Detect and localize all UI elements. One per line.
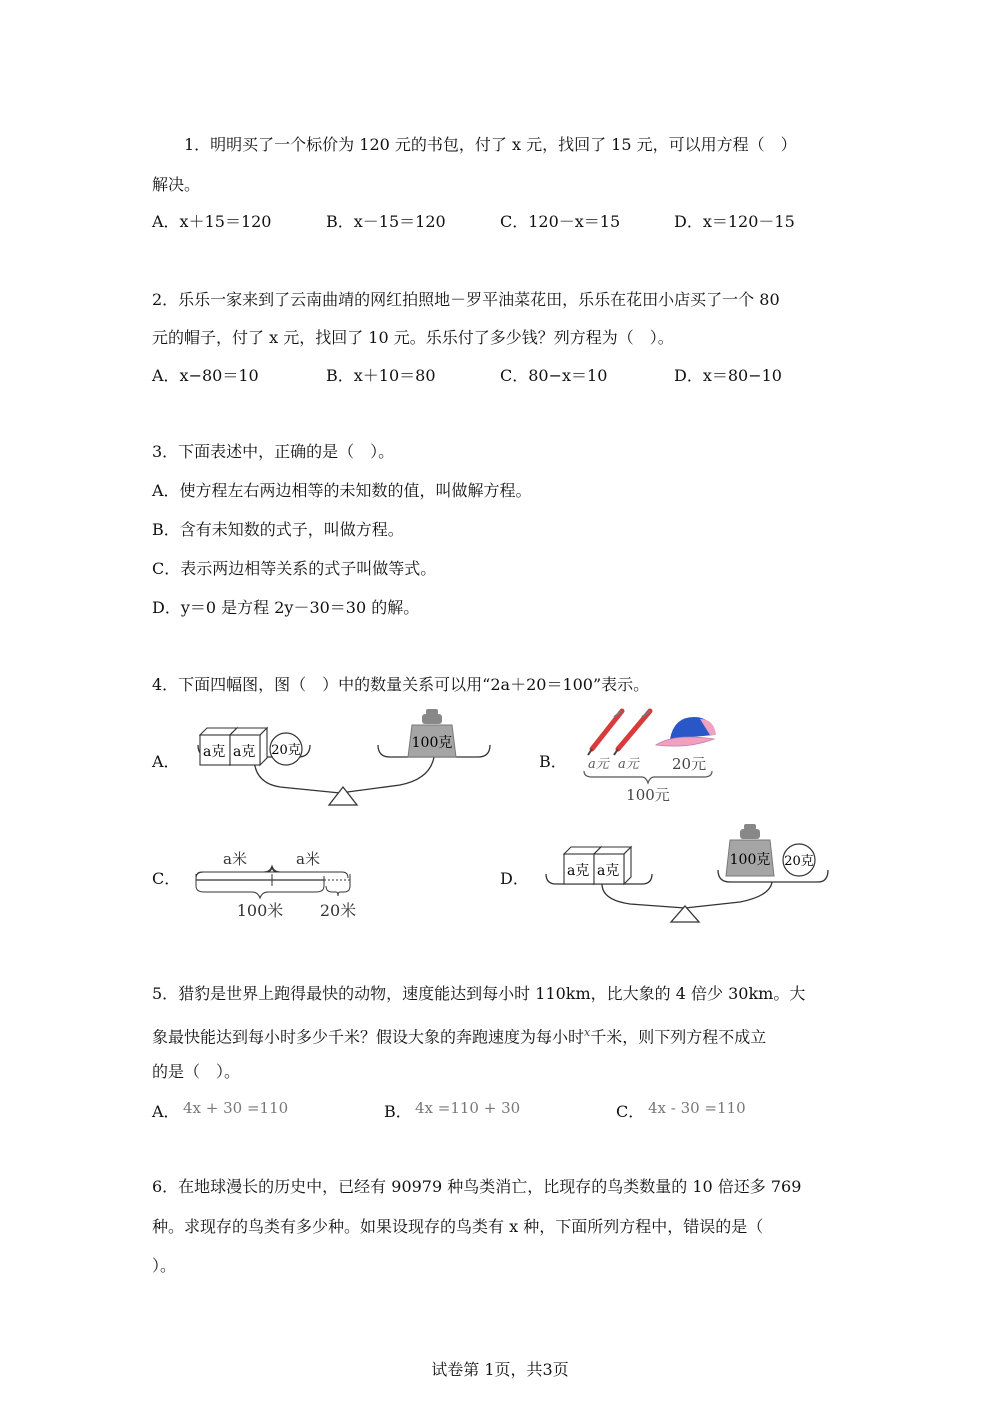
q2-stem-line2: 元的帽子，付了 x 元，找回了 10 元。乐乐付了多少钱？列方程为（ ）。 [152,328,674,347]
block-label: a克 [597,863,620,879]
q6-stem-line3: ）。 [152,1256,177,1275]
q5-stem-line2-part1: 象最快能达到每小时多少千米？假设大象的奔跑速度为每小时 [152,1027,585,1047]
q4-figure-b-shopping [578,705,723,805]
q2-option-a: A．x−80＝10 [152,366,259,385]
q5-equation-c: 4x - 30 =110 [648,1099,746,1117]
block-label: a克 [567,863,590,879]
q4-option-a: A． [152,752,180,771]
pen-price-label: a元 [618,757,639,772]
q1-stem-line1: 1．明明买了一个标价为 120 元的书包，付了 x 元，找回了 15 元，可以用方程（ ） [184,135,797,154]
q4-option-b: B． [539,752,567,771]
page-footer: 试卷第 1页，共3页 [431,1360,569,1379]
extra-length-label: 20米 [319,901,357,920]
q6-stem-line1: 6．在地球漫长的历史中，已经有 90979 种鸟类消亡，比现存的鸟类数量的 10 倍还多 769 [152,1177,802,1196]
q1-option-c: C．120－x＝15 [500,212,621,231]
total-length-label: 100米 [236,901,284,920]
cap-price-label: 20元 [672,755,707,773]
q3-option-c: C．表示两边相等关系的式子叫做等式。 [152,559,437,578]
pen-price-label: a元 [588,757,609,772]
q6-stem-line2: 种。求现存的鸟类有多少种。如果设现存的鸟类有 x 种，下面所列方程中，错误的是（ [152,1217,764,1236]
block-label: a克 [203,744,226,760]
q5-stem-line2 [152,1022,766,1048]
total-price-label: 100元 [626,786,670,804]
q4-figure-d-balance [540,820,835,926]
q2-option-b: B．x＋10＝80 [326,366,436,385]
q1-stem-line2: 解决。 [152,175,201,194]
q3-option-b: B．含有未知数的式子，叫做方程。 [152,520,404,539]
q3-option-a: A．使方程左右两边相等的未知数的值，叫做解方程。 [152,481,532,500]
q2-stem-line1: 2．乐乐一家来到了云南曲靖的网红拍照地－罗平油菜花田，乐乐在花田小店买了一个 80 [152,290,780,309]
q5-variable-x: x [584,1026,591,1039]
q5-equation-a: 4x + 30 =110 [183,1099,289,1117]
weight-20-label: 20克 [271,743,301,758]
q1-option-b: B．x－15＝120 [326,212,446,231]
q1-option-d: D．x＝120－15 [674,212,795,231]
q3-option-d: D．y＝0 是方程 2y－30＝30 的解。 [152,598,420,617]
q5-stem-line2-part2: 千米，则下列方程不成立 [590,1027,767,1047]
segment-label: a米 [223,850,247,868]
q5-option-c: C． [616,1102,645,1121]
q5-option-a: A． [152,1102,180,1121]
q5-stem-line3: 的是（ ）。 [152,1062,241,1081]
q4-figure-c-segments [190,844,370,924]
weight-100-label: 100克 [729,852,771,868]
q4-stem: 4．下面四幅图，图（ ）中的数量关系可以用“2a＋20＝100”表示。 [152,675,650,694]
q2-option-c: C．80−x＝10 [500,366,608,385]
q1-option-a: A．x＋15＝120 [152,212,272,231]
q4-figure-a-balance [190,705,500,810]
cap-icon [656,717,716,746]
segment-label: a米 [296,850,320,868]
q3-stem: 3．下面表述中，正确的是（ ）。 [152,442,395,461]
weight-icon [726,824,774,876]
block-label: a克 [233,744,256,760]
q4-option-c: C． [152,869,181,888]
q4-option-d: D． [500,869,529,888]
q5-option-b: B． [384,1102,412,1121]
q5-equation-b: 4x =110 + 30 [415,1099,521,1117]
q2-option-d: D．x＝80−10 [674,366,782,385]
q5-stem-line1: 5．猎豹是世界上跑得最快的动物，速度能达到每小时 110km，比大象的 4 倍少 30km。大 [152,984,806,1003]
weight-100-label: 100克 [411,735,453,751]
weight-20-label: 20克 [784,854,814,869]
